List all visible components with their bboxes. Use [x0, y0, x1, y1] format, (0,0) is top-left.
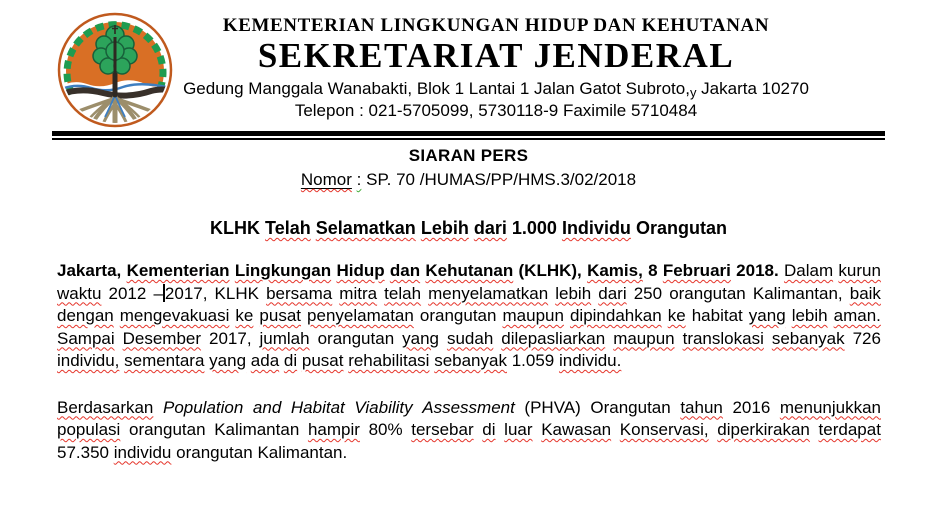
address-line	[55, 78, 937, 100]
document-body[interactable]	[57, 260, 881, 464]
letterhead-text	[55, 14, 937, 121]
rule-thin-line	[52, 138, 885, 140]
address-subscript: y	[689, 85, 697, 100]
press-release-number: Nomor : SP. 70 /HUMAS/PP/HMS.3/02/2018	[300, 170, 637, 189]
klhk-logo-icon	[55, 10, 175, 130]
press-release-label: SIARAN PERS	[408, 146, 529, 165]
paragraph-1: Jakarta, Kementerian Lingkungan Hidup dan Kehutanan (KLHK), Kamis, 8 Februari 2018. Dalam kurun waktu 2012 – 2017, KLHK bersama mitra telah menyelamatkan lebih dari 250 orangutan Kalimantan, baik dengan mengevakuasi ke pusat penyelamatan orangutan maupun dipindahkan ke habitat yang lebih aman. Sampai Desember 2017, jumlah orangutan yang sudah dilepasliarkan maupun translokasi sebanyak 726 individu, sementara yang ada di pusat rehabilitasi sebanyak 1.059 individu.	[57, 261, 881, 370]
rule-thick-line	[52, 131, 885, 136]
paragraph-2: Berdasarkan Population and Habitat Viability Assessment (PHVA) Orangutan tahun 2016 menunjukkan populasi orangutan Kalimantan hampir 80% tersebar di luar Kawasan Konservasi, diperkirakan terdapat 57.350 individu orangutan Kalimantan.	[57, 397, 881, 462]
address-tail: Jakarta 10270	[696, 79, 809, 98]
letterhead	[0, 0, 937, 121]
secretariat-name: SEKRETARIAT JENDERAL	[257, 36, 735, 75]
address-main: Gedung Manggala Wanabakti, Blok 1 Lantai 1 Jalan Gatot Subroto,	[183, 79, 690, 98]
press-release-title: KLHK Telah Selamatkan Lebih dari 1.000 Individu Orangutan	[210, 218, 727, 238]
ministry-name: KEMENTERIAN LINGKUNGAN HIDUP DAN KEHUTANAN	[222, 15, 770, 36]
phone-line: Telepon : 021-5705099, 5730118-9 Faximile 5710484	[294, 101, 698, 120]
double-rule	[52, 131, 885, 140]
klhk-logo	[55, 10, 175, 130]
